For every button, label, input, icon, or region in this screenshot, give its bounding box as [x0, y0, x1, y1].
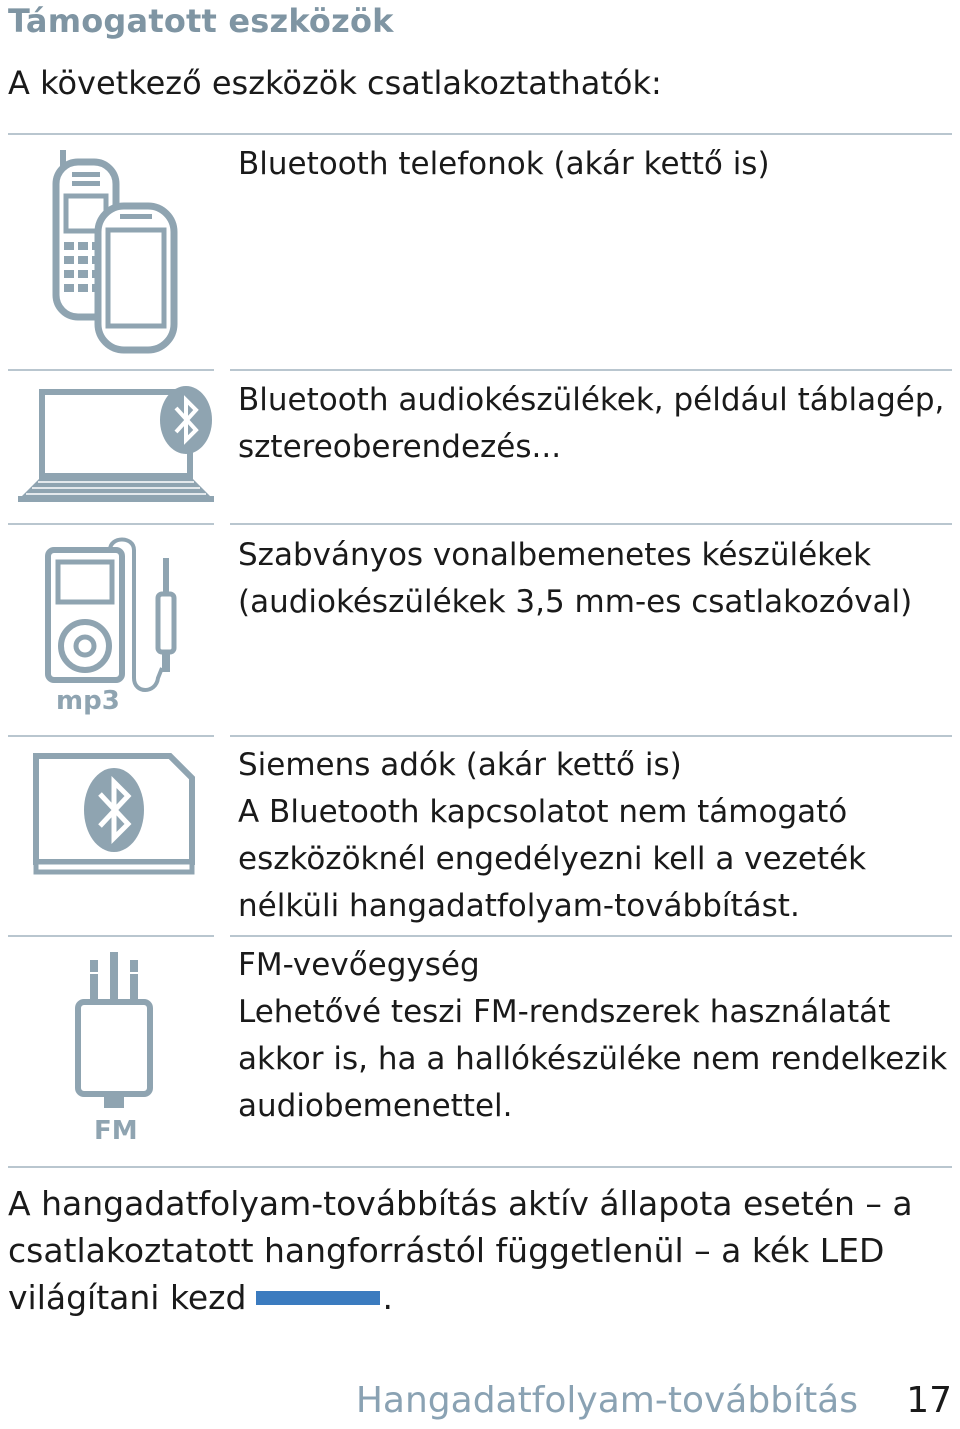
- item-line: (audiokészülékek 3,5 mm-es csatlakozóval): [238, 584, 913, 620]
- divider: [230, 935, 952, 937]
- item-line: sztereoberendezés...: [238, 429, 562, 465]
- page-number: 17: [906, 1380, 952, 1421]
- mp3-player-icon: [42, 536, 192, 696]
- blue-led-indicator: [256, 1291, 380, 1305]
- note-period: .: [382, 1278, 393, 1317]
- fm-receiver-icon: [74, 950, 154, 1120]
- item-line: nélküli hangadatfolyam-továbbítást.: [238, 888, 800, 924]
- item-siemens-text: [238, 742, 952, 930]
- item-line: Bluetooth audiokészülékek, például táblagép,: [238, 382, 945, 418]
- note-line: csatlakoztatott hangforrástól függetlenül – a kék LED: [8, 1231, 885, 1270]
- section-name: Hangadatfolyam-továbbítás: [355, 1380, 858, 1421]
- divider: [8, 369, 214, 371]
- streaming-note: [8, 1180, 952, 1321]
- item-line: Siemens adók (akár kettő is): [238, 747, 682, 783]
- siemens-transmitter-icon: [30, 750, 198, 882]
- divider: [8, 523, 214, 525]
- page-title: Támogatott eszközök: [8, 2, 394, 40]
- laptop-bluetooth-icon: [16, 378, 216, 508]
- item-fm-text: [238, 942, 952, 1130]
- item-line: Lehetővé teszi FM-rendszerek használatát: [238, 994, 891, 1030]
- mp3-label: mp3: [56, 686, 120, 716]
- item-phones-text: [238, 141, 952, 188]
- divider: [8, 735, 214, 737]
- divider: [8, 133, 952, 135]
- intro-text: A következő eszközök csatlakoztathatók:: [8, 64, 662, 102]
- note-line: A hangadatfolyam-továbbítás aktív állapota esetén – a: [8, 1184, 913, 1223]
- item-line: Szabványos vonalbemenetes készülékek: [238, 537, 872, 573]
- item-line: akkor is, ha a hallókészüléke nem rendelkezik: [238, 1041, 948, 1077]
- divider: [8, 1166, 952, 1168]
- mobile-phones-icon: [46, 150, 186, 355]
- item-line: A Bluetooth kapcsolatot nem támogató: [238, 794, 848, 830]
- item-line: Bluetooth telefonok (akár kettő is): [238, 146, 770, 182]
- note-text: világítani kezd: [8, 1278, 247, 1317]
- divider: [230, 523, 952, 525]
- fm-label: FM: [94, 1116, 138, 1146]
- item-line-in-text: [238, 532, 952, 626]
- divider: [230, 369, 952, 371]
- item-audio-devices-text: [238, 377, 952, 471]
- divider: [230, 735, 952, 737]
- item-line: FM-vevőegység: [238, 947, 480, 983]
- note-line: [8, 1274, 952, 1321]
- item-line: audiobemenettel.: [238, 1088, 513, 1124]
- divider: [8, 935, 214, 937]
- item-line: eszközöknél engedélyezni kell a vezeték: [238, 841, 867, 877]
